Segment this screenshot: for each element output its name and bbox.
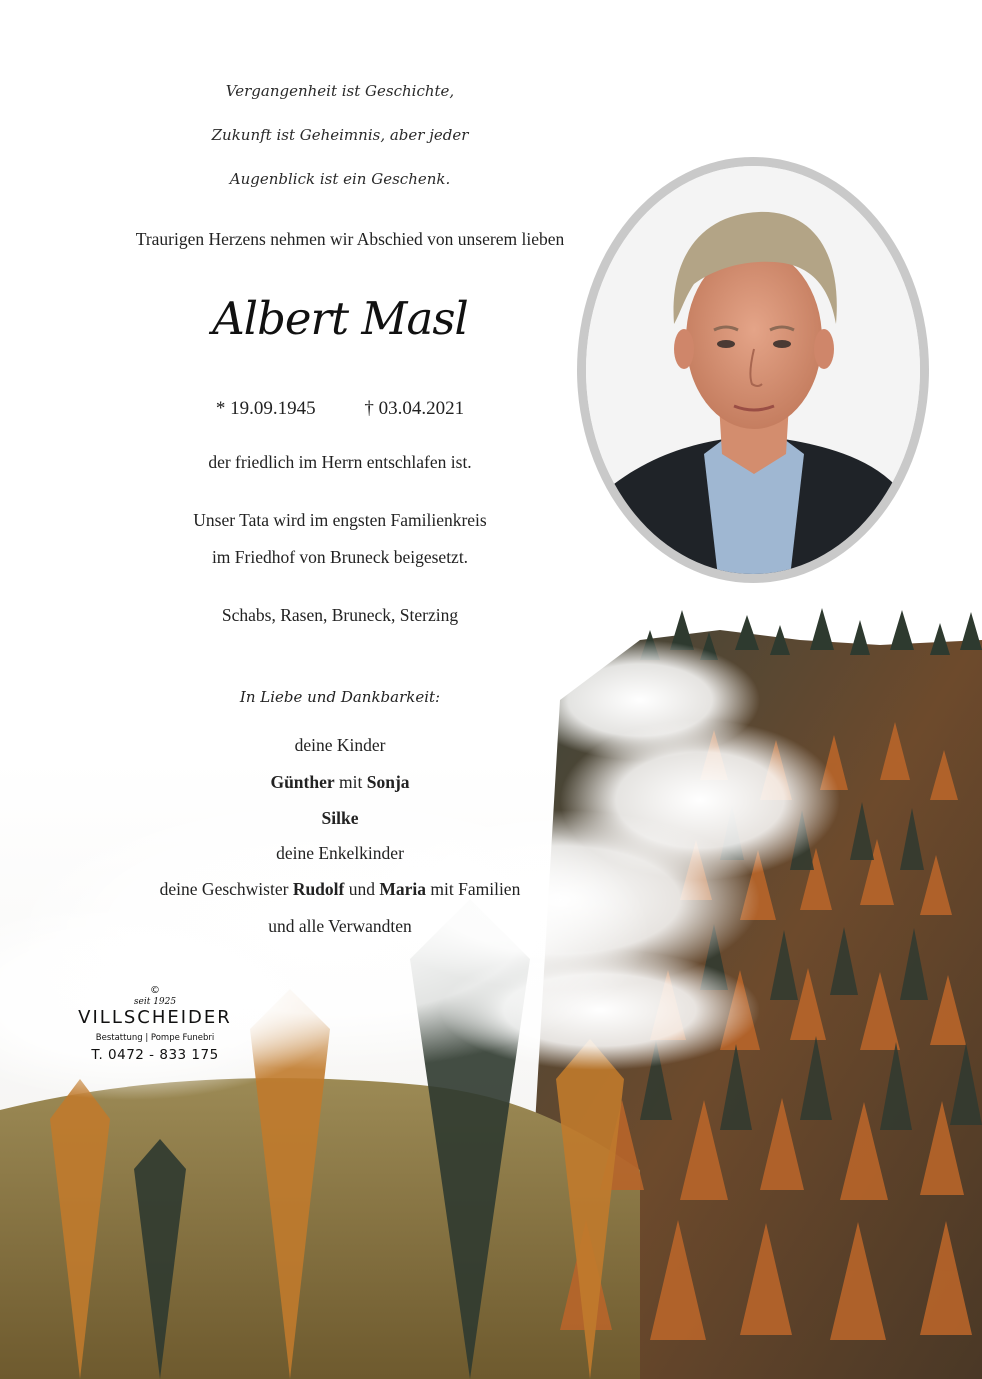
relatives-text: und alle Verwandten — [268, 916, 412, 936]
child-2-line — [60, 808, 620, 829]
intro-text: Traurigen Herzens nehmen wir Abschied von unserem lieben — [135, 229, 565, 249]
places-text: Schabs, Rasen, Bruneck, Sterzing — [221, 605, 459, 625]
child-1-name: Günther — [270, 772, 335, 792]
portrait-photo — [574, 154, 932, 586]
siblings-und: und — [344, 879, 380, 899]
funeral-home-phone: T. 0472 - 833 175 — [91, 1047, 219, 1063]
death-date: † 03.04.2021 — [364, 398, 465, 419]
funeral-home-logo — [50, 985, 260, 1075]
child-1-partner: Sonja — [366, 772, 410, 792]
child-1-line — [60, 772, 620, 793]
child-1-mit: mit — [334, 772, 367, 792]
grandchildren-label: deine Enkelkinder — [276, 843, 404, 863]
quote-line-3: Augenblick ist ein Geschenk. — [229, 170, 451, 188]
burial-line-2: im Friedhof von Bruneck beigesetzt. — [211, 547, 469, 567]
life-dates — [160, 398, 520, 420]
funeral-home-subtitle: Bestattung | Pompe Funebri — [95, 1033, 215, 1043]
children-label: deine Kinder — [294, 735, 386, 755]
quote-line-2: Zukunft ist Geheimnis, aber jeder — [211, 126, 469, 144]
funeral-home-brand: VILLSCHEIDER — [78, 1007, 232, 1028]
birth-date: * 19.09.1945 — [215, 398, 316, 419]
siblings-prefix: deine Geschwister — [159, 879, 293, 899]
siblings-suffix: mit Familien — [426, 879, 521, 899]
passing-text: der friedlich im Herrn entschlafen ist. — [208, 452, 472, 472]
mourners-heading: In Liebe und Dankbarkeit: — [239, 688, 441, 706]
quote-line-1: Vergangenheit ist Geschichte, — [225, 82, 455, 100]
burial-line-1: Unser Tata wird im engsten Familienkreis — [193, 510, 487, 530]
sibling-2: Maria — [379, 879, 427, 899]
founded-since: seit 1925 — [133, 997, 177, 1007]
copyright-symbol: © — [150, 985, 160, 996]
child-2-name: Silke — [321, 808, 359, 828]
deceased-name: Albert Masl — [212, 292, 468, 345]
siblings-line — [60, 879, 620, 900]
sibling-1: Rudolf — [292, 879, 345, 899]
